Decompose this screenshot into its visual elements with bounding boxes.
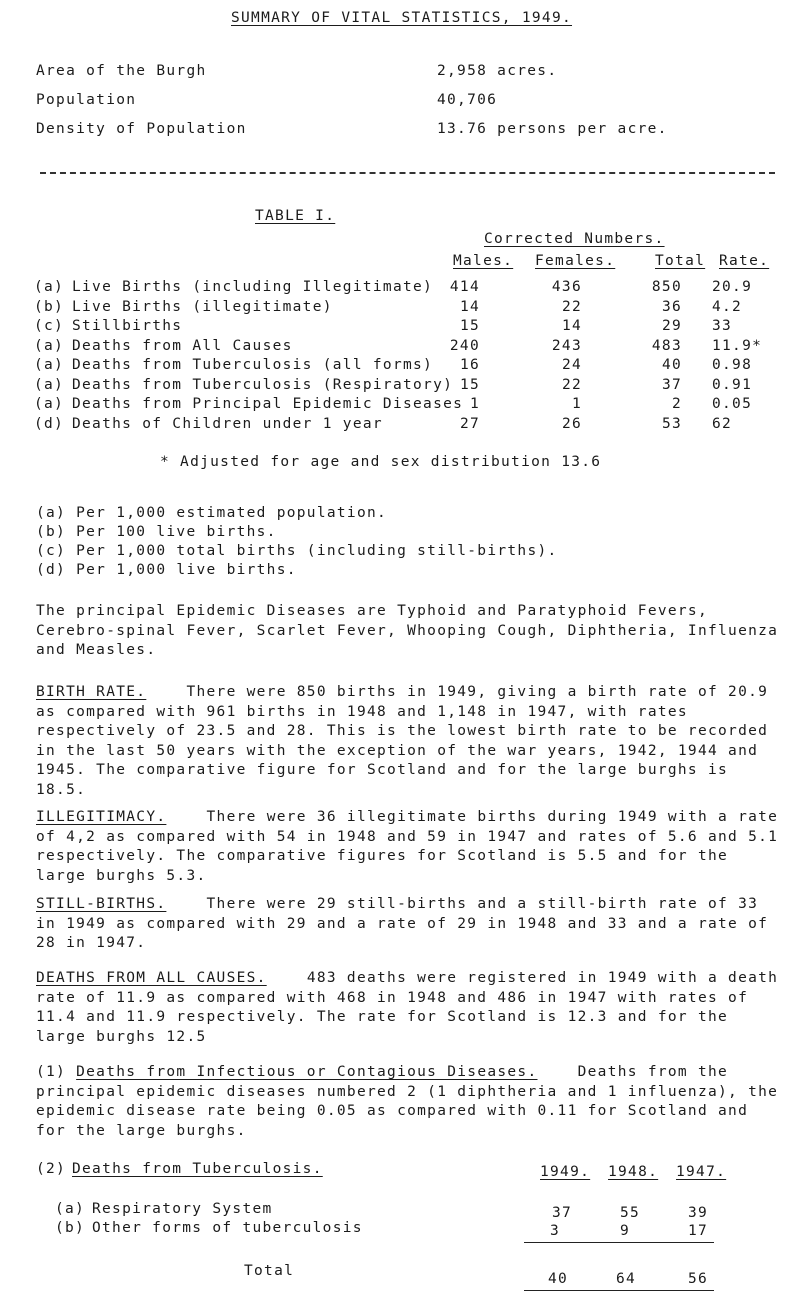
table-note: (b) Per 100 live births. [36,524,277,540]
cell-rate: 62 [712,415,733,432]
tb-value: 55 [619,1205,640,1221]
tb-row-label: Respiratory System [92,1201,273,1217]
cell-females: 243 [551,337,582,354]
col-header-total: Total [655,253,706,269]
section-birth-rate [36,683,786,800]
cell-rate: 0.91 [712,376,753,393]
cell-females: 1 [571,396,582,412]
row-key: (a) [34,396,65,412]
cell-rate: 20.9 [712,279,753,295]
section-text: Deaths from the principal epidemic diseases numbered 2 (1 diphtheria and 1 influenza), the epidemic disease rate being 0.05 as compared with 0.11 for Scotland and for the large burghs. [36,1064,779,1139]
table-note: (c) Per 1,000 total births (including still-births). [36,543,558,559]
cell-rate: 11.9* [712,337,763,354]
cell-total: 850 [651,279,682,295]
cell-males: 14 [459,298,480,315]
tb-total: 56 [687,1271,708,1287]
row-label: Deaths from Tuberculosis (Respiratory) [72,376,454,393]
tb-value: 17 [687,1223,708,1239]
epidemic-diseases-text: The principal Epidemic Diseases are Typhoid and Paratyphoid Fevers, Cerebro-spinal Fever, Scarlet Fever, Whooping Cough, Diphtheria, Influenza and Measles. [36,603,779,658]
tb-heading: Deaths from Tuberculosis. [72,1161,323,1177]
tb-total-label: Total [244,1263,295,1279]
tb-row-label: Other forms of tuberculosis [92,1220,363,1236]
summary-value-population: 40,706 [437,92,498,108]
section-text: 483 deaths were registered in 1949 with a death rate of 11.9 as compared with 468 in 1948 and 486 in 1947 with rates of 11.4 and 11.9 respectively. The rate for Scotland is 12.3 and for the large burghs 12.5 [36,970,779,1045]
section-heading: DEATHS FROM ALL CAUSES. [36,970,267,986]
table-group-header: Corrected Numbers. [484,231,665,247]
row-key: (a) [34,376,65,393]
section-heading: Deaths from Infectious or Contagious Diseases. [76,1064,538,1080]
cell-males: 1 [469,396,480,412]
section-illegitimacy [36,808,786,886]
row-label: Live Births (including Illegitimate) [72,279,434,295]
row-label: Deaths from Tuberculosis (all forms) [72,357,434,373]
cell-males: 16 [459,357,480,373]
cell-rate: 4.2 [712,298,743,315]
cell-total: 40 [661,357,682,373]
section-text: There were 850 births in 1949, giving a birth rate of 20.9 as compared with 961 births in 1948 and 1,148 in 1947, with rates respectively of 23.5 and 28. This is the lowest birth rate to be recorded in the last 50 years with the exception of the war years, 1942, 1944 and 1945. The comparative figure for Scotland and for the large burghs is 18.5. [36,684,769,798]
row-key: (c) [34,318,65,334]
section-still-births [36,895,786,954]
cell-total: 483 [651,337,682,354]
summary-label-density: Density of Population [36,121,247,137]
cell-total: 2 [671,396,682,412]
section-heading: ILLEGITIMACY. [36,809,167,825]
col-header-females: Females. [535,253,616,269]
cell-females: 24 [561,357,582,373]
row-label: Deaths of Children under 1 year [72,415,383,432]
row-key: (b) [34,298,65,315]
tb-year-1947: 1947. [676,1164,727,1180]
cell-total: 29 [661,318,682,334]
section-text: There were 36 illegitimate births during 1949 with a rate of 4,2 as compared with 54 in 1948 and 59 in 1947 and rates of 5.6 and 5.1 respectively. The comparative figures for Scotland is 5.5 and for the large burghs 5.3. [36,809,779,884]
cell-total: 53 [661,415,682,432]
row-key: (a) [34,337,65,354]
section-number: (1) [36,1064,67,1080]
cell-rate: 33 [712,318,733,334]
table-note: (a) Per 1,000 estimated population. [36,505,388,521]
table-title: TABLE I. [255,208,336,224]
cell-rate: 0.05 [712,396,753,412]
summary-label-population: Population [36,92,137,108]
table-note: (d) Per 1,000 live births. [36,562,297,578]
cell-males: 15 [459,376,480,393]
row-label: Live Births (illegitimate) [72,298,333,315]
page-title: SUMMARY OF VITAL STATISTICS, 1949. [231,10,573,26]
summary-value-area: 2,958 acres. [437,63,558,79]
tb-value: 9 [619,1223,630,1239]
row-label: Deaths from Principal Epidemic Diseases [72,396,464,412]
cell-rate: 0.98 [712,357,753,373]
section-text: There were 29 still-births and a still-birth rate of 33 in 1949 as compared with 29 and a rate of 29 in 1948 and 33 and a rate of 28 in 1947. [36,896,769,951]
section-deaths-all-causes [36,969,786,1047]
cell-total: 36 [661,298,682,315]
row-label: Stillbirths [72,318,183,334]
cell-males: 414 [449,279,480,295]
cell-males: 240 [449,337,480,354]
section-divider [40,172,775,174]
tb-year-1949: 1949. [540,1164,591,1180]
tb-value: 39 [687,1205,708,1221]
row-label: Deaths from All Causes [72,337,293,354]
section-heading: STILL-BIRTHS. [36,896,167,912]
section-heading: BIRTH RATE. [36,684,147,700]
tb-total: 64 [615,1271,636,1287]
cell-females: 14 [561,318,582,334]
row-key: (a) [34,279,65,295]
row-key: (a) [34,357,65,373]
tb-rule [524,1242,714,1243]
tb-year-1948: 1948. [608,1164,659,1180]
tb-value: 37 [551,1205,572,1221]
table-footnote: * Adjusted for age and sex distribution 13.6 [160,454,602,470]
section-infectious-deaths [36,1063,786,1141]
cell-females: 22 [561,376,582,393]
tb-total: 40 [547,1271,568,1287]
row-key: (d) [34,415,65,432]
cell-males: 15 [459,318,480,334]
cell-females: 436 [551,279,582,295]
cell-females: 22 [561,298,582,315]
cell-total: 37 [661,376,682,393]
summary-label-area: Area of the Burgh [36,63,207,79]
tb-value: 3 [549,1223,560,1239]
cell-females: 26 [561,415,582,432]
summary-value-density: 13.76 persons per acre. [437,121,668,137]
section-number: (2) [36,1161,67,1177]
tb-row-key: (a) [55,1201,86,1217]
cell-males: 27 [459,415,480,432]
tb-row-key: (b) [55,1220,86,1236]
col-header-rate: Rate. [719,253,770,269]
col-header-males: Males. [453,253,514,269]
tb-rule [524,1290,714,1291]
